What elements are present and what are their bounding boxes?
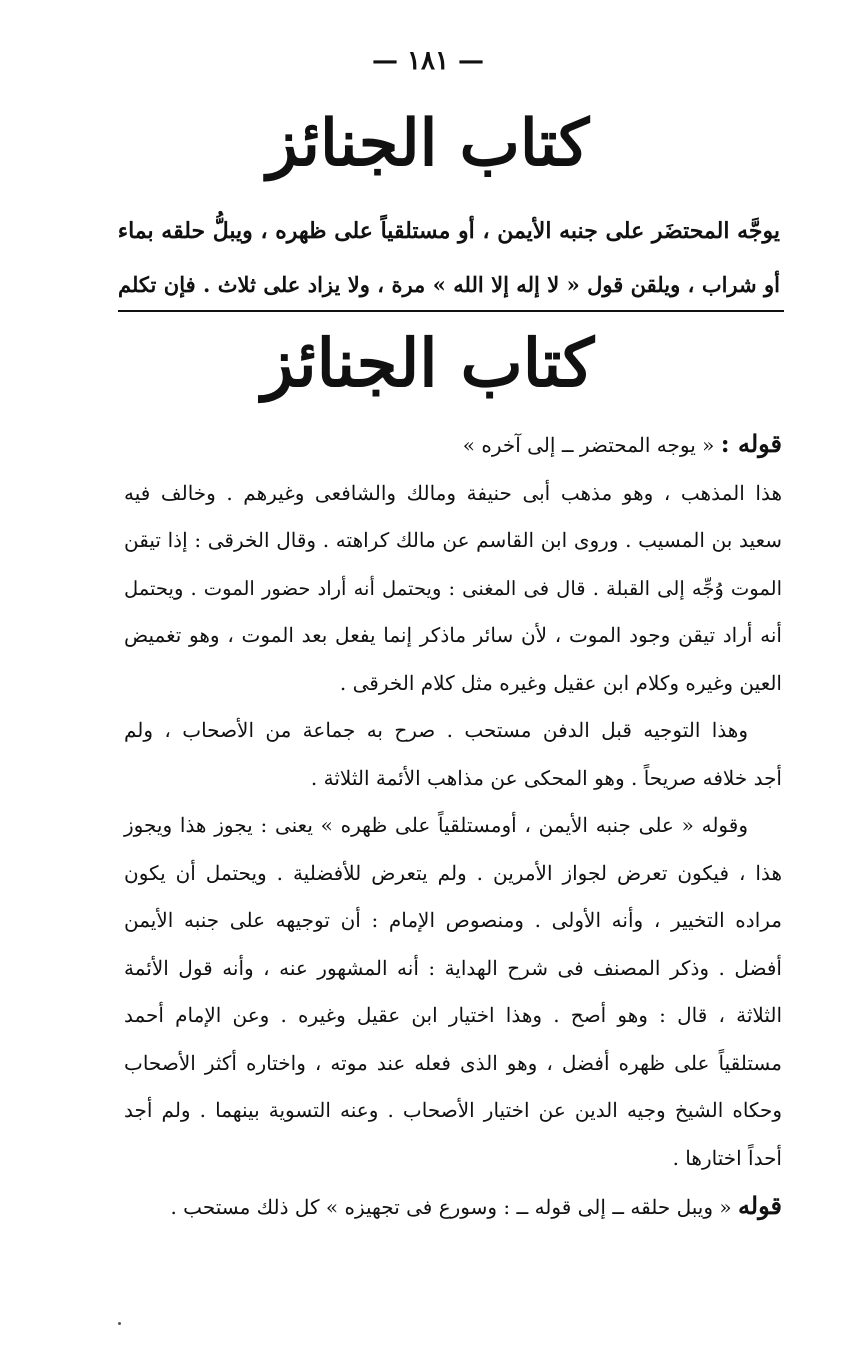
- scan-speck: [118, 1322, 121, 1325]
- commentary-line: سعيد بن المسيب . وروى ابن القاسم عن مالك كراهته . وقال الخرقى : إذا تيقن: [124, 528, 782, 552]
- commentary-line: أجد خلافه صريحاً . وهو المحكى عن مذاهب الأئمة الثلاثة .: [310, 765, 782, 790]
- commentary-line: أحداً اختارها .: [672, 1145, 782, 1170]
- section-divider: [118, 310, 784, 312]
- commentary-line: الموت وُجِّه إلى القبلة . قال فى المغنى : ويحتمل أنه أراد حضور الموت . ويحتمل: [124, 576, 782, 600]
- matn-text: [118, 204, 780, 312]
- commentary-heading: [124, 420, 782, 470]
- commentary-line: وهذا التوجيه قبل الدفن مستحب . صرح به جماعة من الأصحاب ، ولم: [124, 718, 748, 742]
- page-number: — ١٨١ —: [371, 46, 485, 76]
- matn-line: أو شراب ، ويلقن قول « لا إله إلا الله » مرة ، ولا يزاد على ثلاث . فإن تكلم: [118, 272, 780, 297]
- commentary-heading: [124, 1182, 782, 1232]
- chapter-title-commentary: كتاب الجنائز: [261, 324, 595, 402]
- commentary-line: وحكاه الشيخ وجيه الدين عن اختيار الأصحاب . وعنه التسوية بينهما . ولم أجد: [124, 1098, 782, 1122]
- commentary-line: هذا المذهب ، وهو مذهب أبى حنيفة ومالك والشافعى وغيرهم . وخالف فيه: [124, 480, 782, 505]
- commentary-line: العين وغيره وكلام ابن عقيل وغيره مثل كلام الخرقى .: [339, 670, 782, 695]
- commentary-line: مستلقياً على ظهره أفضل ، وهو الذى فعله عند موته ، واختاره أكثر الأصحاب: [124, 1050, 782, 1075]
- commentary-line: أفضل . وذكر المصنف فى شرح الهداية : أنه المشهور عنه ، وأنه قول الأئمة: [124, 955, 782, 980]
- commentary-line: مراده التخيير ، وأنه الأولى . ومنصوص الإمام : أن توجيهه على جنبه الأيمن: [124, 908, 782, 932]
- quoted-matn: « يوجه المحتضر ــ إلى آخره »: [462, 433, 715, 457]
- commentary-line: هذا ، فيكون تعرض لجواز الأمرين . ولم يتعرض للأفضلية . ويحتمل أن يكون: [124, 860, 782, 885]
- quoted-matn: « ويبل حلقه ــ إلى قوله ــ : وسورع فى تجهيزه » كل ذلك مستحب .: [170, 1195, 732, 1219]
- commentary-line: أنه أراد تيقن وجود الموت ، لأن سائر ماذكر إنما يفعل بعد الموت ، وهو تغميض: [124, 623, 782, 647]
- commentary-line: وقوله « على جنبه الأيمن ، أومستلقياً على ظهره » يعنى : يجوز هذا ويجوز: [124, 813, 748, 837]
- chapter-title-matn: كتاب الجنائز: [266, 106, 590, 181]
- qawluhu-label: قوله :: [720, 429, 782, 458]
- matn-line: يوجَّه المحتضَر على جنبه الأيمن ، أو مستلقياً على ظهره ، ويبلُّ حلقه بماء: [117, 218, 780, 244]
- commentary-text: [124, 420, 782, 1232]
- commentary-line: الثلاثة ، قال : وهو أصح . وهذا اختيار ابن عقيل وغيره . وعن الإمام أحمد: [124, 1003, 782, 1027]
- qawluhu-label: قوله: [737, 1191, 782, 1220]
